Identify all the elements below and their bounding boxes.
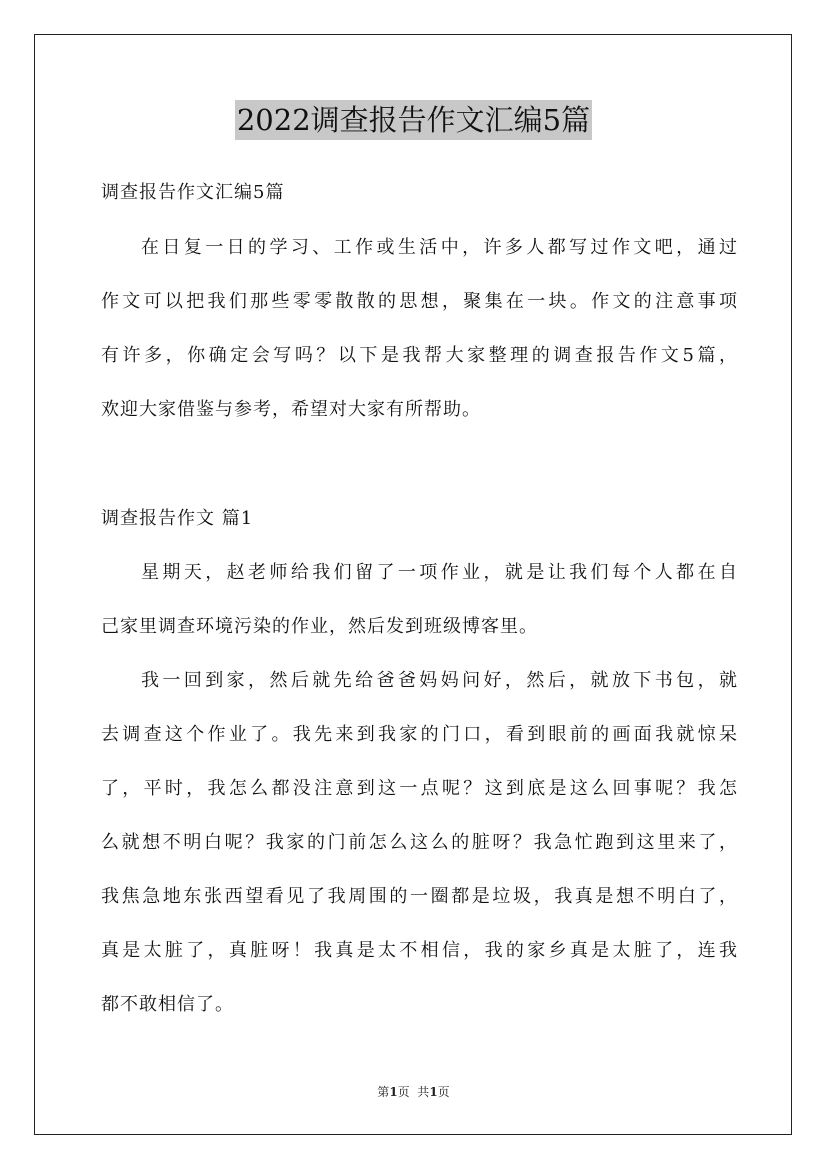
footer-page-number: 1 xyxy=(389,1085,398,1099)
intro-line-1: 在日复一日的学习、工作或生活中，许多人都写过作文吧，通过 xyxy=(141,237,737,258)
para2-line-1: 我一回到家，然后就先给爸爸妈妈问好，然后，就放下书包，就 xyxy=(141,670,737,691)
page-footer xyxy=(0,1084,827,1100)
para2-line-4: 么就想不明白呢？我家的门前怎么这么的脏呀？我急忙跑到这里来了， xyxy=(101,832,737,853)
footer-page-prefix: 第 xyxy=(377,1085,390,1099)
footer-page-mid: 页 共 xyxy=(397,1085,430,1099)
para2-line-3: 了，平时，我怎么都没注意到这一点呢？这到底是这么回事呢？我怎 xyxy=(101,778,737,799)
document-subtitle: 调查报告作文汇编5篇 xyxy=(101,182,285,203)
para2-line-7: 都不敢相信了。 xyxy=(101,994,234,1015)
document-title: 2022调查报告作文汇编5篇 xyxy=(235,100,592,140)
section-heading-1: 调查报告作文 篇1 xyxy=(101,508,254,529)
intro-line-3: 有许多，你确定会写吗？以下是我帮大家整理的调查报告作文5篇， xyxy=(101,345,737,366)
title-wrap xyxy=(0,100,827,140)
intro-line-4: 欢迎大家借鉴与参考，希望对大家有所帮助。 xyxy=(101,399,481,420)
para1-line-1: 星期天，赵老师给我们留了一项作业，就是让我们每个人都在自 xyxy=(141,562,737,583)
para2-line-6: 真是太脏了，真脏呀！我真是太不相信，我的家乡真是太脏了，连我 xyxy=(101,940,737,961)
footer-page-total: 1 xyxy=(429,1085,438,1099)
intro-line-2: 作文可以把我们那些零零散散的思想，聚集在一块。作文的注意事项 xyxy=(101,291,737,312)
para1-line-2: 己家里调查环境污染的作业，然后发到班级博客里。 xyxy=(101,616,538,637)
para2-line-2: 去调查这个作业了。我先来到我家的门口，看到眼前的画面我就惊呆 xyxy=(101,724,737,745)
footer-page-suffix: 页 xyxy=(437,1085,450,1099)
para2-line-5: 我焦急地东张西望看见了我周围的一圈都是垃圾，我真是想不明白了， xyxy=(101,886,737,907)
